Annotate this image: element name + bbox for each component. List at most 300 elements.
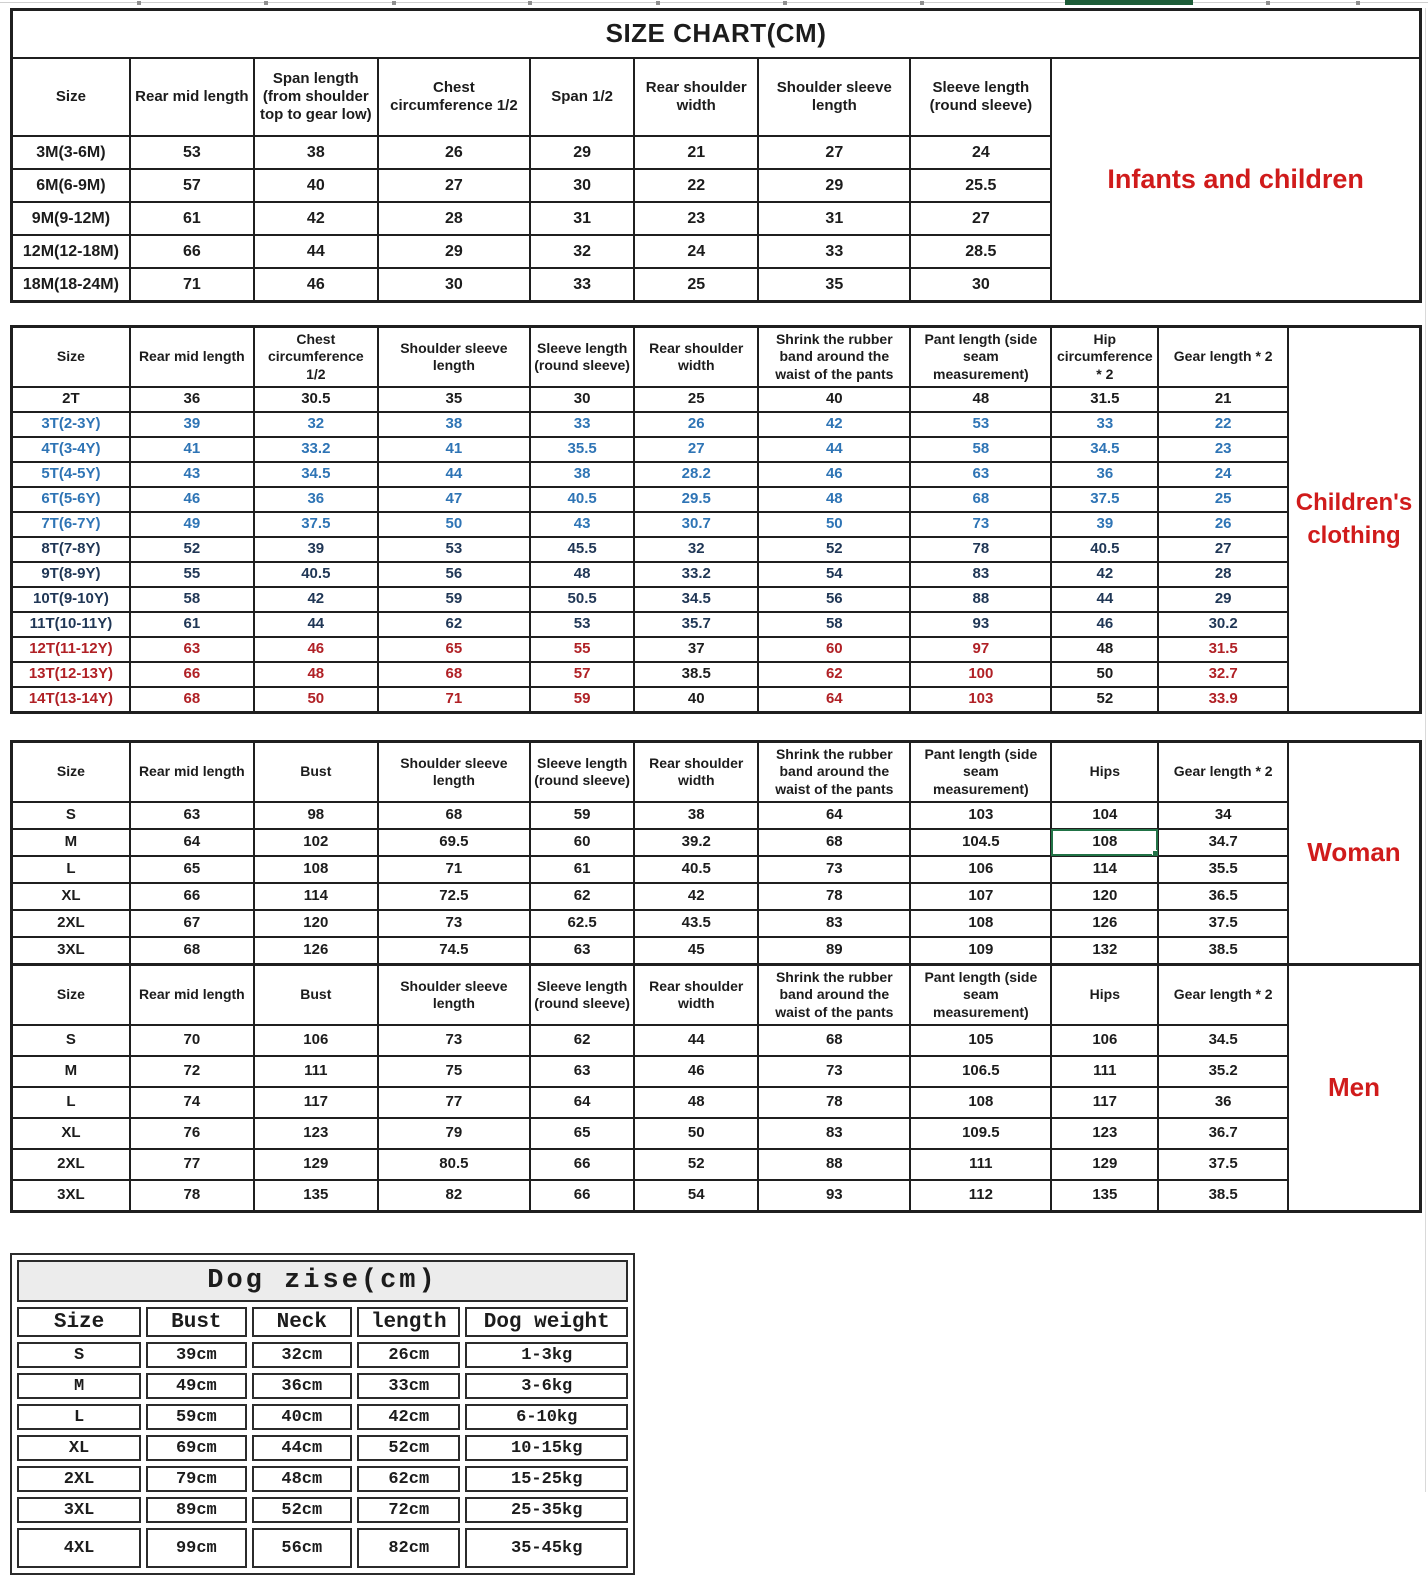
- men-col-header-3[interactable]: Shoulder sleeve length: [378, 965, 530, 1026]
- men-cell[interactable]: 106: [1051, 1025, 1158, 1056]
- children-cell[interactable]: 40: [634, 687, 758, 713]
- children-cell[interactable]: 25: [634, 387, 758, 412]
- children-cell[interactable]: 68: [378, 662, 530, 687]
- woman-cell[interactable]: 38.5: [1158, 937, 1288, 965]
- dog-cell[interactable]: 3-6kg: [465, 1373, 628, 1399]
- infants-col-header-0[interactable]: Size: [12, 58, 130, 136]
- men-cell[interactable]: 109.5: [910, 1118, 1051, 1149]
- men-cell[interactable]: 135: [1051, 1180, 1158, 1212]
- dog-cell[interactable]: 42cm: [357, 1404, 460, 1430]
- woman-cell[interactable]: 63: [130, 802, 254, 829]
- children-cell[interactable]: 68: [910, 487, 1051, 512]
- children-cell[interactable]: 35.7: [634, 612, 758, 637]
- dog-cell[interactable]: L: [17, 1404, 141, 1430]
- dog-cell[interactable]: 56cm: [252, 1528, 352, 1568]
- children-cell[interactable]: 46: [1051, 612, 1158, 637]
- infants-cell[interactable]: 30: [378, 268, 530, 302]
- men-col-header-2[interactable]: Bust: [254, 965, 378, 1026]
- dog-table-title[interactable]: Dog zise(cm): [17, 1260, 628, 1302]
- infants-cell[interactable]: 9M(9-12M): [12, 202, 130, 235]
- infants-col-header-4[interactable]: Span 1/2: [530, 58, 634, 136]
- woman-cell[interactable]: 104.5: [910, 829, 1051, 856]
- woman-cell[interactable]: 114: [254, 883, 378, 910]
- woman-cell[interactable]: 40.5: [634, 856, 758, 883]
- men-col-header-7[interactable]: Pant length (side seam measurement): [910, 965, 1051, 1026]
- infants-cell[interactable]: 57: [130, 169, 254, 202]
- children-cell[interactable]: 24: [1158, 462, 1288, 487]
- children-cell[interactable]: 33.2: [634, 562, 758, 587]
- children-cell[interactable]: 55: [130, 562, 254, 587]
- children-cell[interactable]: 36: [130, 387, 254, 412]
- men-cell[interactable]: S: [12, 1025, 130, 1056]
- men-cell[interactable]: 72: [130, 1056, 254, 1087]
- children-cell[interactable]: 22: [1158, 412, 1288, 437]
- dog-cell[interactable]: 62cm: [357, 1466, 460, 1492]
- children-cell[interactable]: 40: [758, 387, 910, 412]
- woman-cell[interactable]: 68: [758, 829, 910, 856]
- men-cell[interactable]: 111: [254, 1056, 378, 1087]
- woman-cell[interactable]: 72.5: [378, 883, 530, 910]
- infants-cell[interactable]: 42: [254, 202, 378, 235]
- infants-col-header-1[interactable]: Rear mid length: [130, 58, 254, 136]
- children-col-header-9[interactable]: Gear length * 2: [1158, 327, 1288, 388]
- children-cell[interactable]: 37: [634, 637, 758, 662]
- woman-col-header-0[interactable]: Size: [12, 742, 130, 803]
- men-col-header-1[interactable]: Rear mid length: [130, 965, 254, 1026]
- men-col-header-9[interactable]: Gear length * 2: [1158, 965, 1288, 1026]
- woman-cell[interactable]: S: [12, 802, 130, 829]
- children-cell[interactable]: 56: [758, 587, 910, 612]
- woman-cell[interactable]: 68: [378, 802, 530, 829]
- infants-cell[interactable]: 33: [530, 268, 634, 302]
- infants-cell[interactable]: 40: [254, 169, 378, 202]
- children-cell[interactable]: 62: [378, 612, 530, 637]
- woman-cell[interactable]: 42: [634, 883, 758, 910]
- woman-cell[interactable]: 108: [910, 910, 1051, 937]
- dog-cell[interactable]: 49cm: [146, 1373, 246, 1399]
- men-col-header-5[interactable]: Rear shoulder width: [634, 965, 758, 1026]
- men-cell[interactable]: 75: [378, 1056, 530, 1087]
- dog-cell[interactable]: 99cm: [146, 1528, 246, 1568]
- woman-cell[interactable]: 34.7: [1158, 829, 1288, 856]
- men-cell[interactable]: 35.2: [1158, 1056, 1288, 1087]
- dog-col-header-2[interactable]: Neck: [252, 1307, 352, 1337]
- men-cell[interactable]: 46: [634, 1056, 758, 1087]
- children-cell[interactable]: 28.2: [634, 462, 758, 487]
- men-cell[interactable]: 3XL: [12, 1180, 130, 1212]
- woman-col-header-9[interactable]: Gear length * 2: [1158, 742, 1288, 803]
- woman-col-header-2[interactable]: Bust: [254, 742, 378, 803]
- children-cell[interactable]: 45.5: [530, 537, 634, 562]
- men-cell[interactable]: 105: [910, 1025, 1051, 1056]
- dog-cell[interactable]: 2XL: [17, 1466, 141, 1492]
- children-cell[interactable]: 53: [378, 537, 530, 562]
- children-cell[interactable]: 41: [378, 437, 530, 462]
- woman-cell[interactable]: 59: [530, 802, 634, 829]
- men-cell[interactable]: 80.5: [378, 1149, 530, 1180]
- children-cell[interactable]: 103: [910, 687, 1051, 713]
- children-cell[interactable]: 48: [758, 487, 910, 512]
- children-cell[interactable]: 36: [254, 487, 378, 512]
- children-cell[interactable]: 37.5: [1051, 487, 1158, 512]
- children-cell[interactable]: 50: [1051, 662, 1158, 687]
- children-cell[interactable]: 12T(11-12Y): [12, 637, 130, 662]
- men-cell[interactable]: 117: [254, 1087, 378, 1118]
- infants-cell[interactable]: 28.5: [910, 235, 1051, 268]
- woman-cell[interactable]: 62.5: [530, 910, 634, 937]
- children-cell[interactable]: 53: [910, 412, 1051, 437]
- children-cell[interactable]: 40.5: [254, 562, 378, 587]
- children-cell[interactable]: 40.5: [1051, 537, 1158, 562]
- woman-cell[interactable]: 37.5: [1158, 910, 1288, 937]
- woman-cell[interactable]: 104: [1051, 802, 1158, 829]
- children-cell[interactable]: 44: [378, 462, 530, 487]
- infants-cell[interactable]: 31: [758, 202, 910, 235]
- woman-cell[interactable]: 36.5: [1158, 883, 1288, 910]
- infants-cell[interactable]: 27: [910, 202, 1051, 235]
- children-cell[interactable]: 2T: [12, 387, 130, 412]
- woman-col-header-1[interactable]: Rear mid length: [130, 742, 254, 803]
- children-cell[interactable]: 63: [910, 462, 1051, 487]
- dog-col-header-4[interactable]: Dog weight: [465, 1307, 628, 1337]
- men-cell[interactable]: 68: [758, 1025, 910, 1056]
- dog-cell[interactable]: 10-15kg: [465, 1435, 628, 1461]
- children-cell[interactable]: 21: [1158, 387, 1288, 412]
- children-col-header-7[interactable]: Pant length (side seam measurement): [910, 327, 1051, 388]
- men-cell[interactable]: 78: [130, 1180, 254, 1212]
- children-cell[interactable]: 39: [130, 412, 254, 437]
- children-cell[interactable]: 29: [1158, 587, 1288, 612]
- children-cell[interactable]: 58: [130, 587, 254, 612]
- children-cell[interactable]: 35: [378, 387, 530, 412]
- children-cell[interactable]: 30.7: [634, 512, 758, 537]
- children-cell[interactable]: 5T(4-5Y): [12, 462, 130, 487]
- infants-cell[interactable]: 22: [634, 169, 758, 202]
- children-cell[interactable]: 78: [910, 537, 1051, 562]
- men-cell[interactable]: 70: [130, 1025, 254, 1056]
- children-cell[interactable]: 53: [530, 612, 634, 637]
- dog-cell[interactable]: 36cm: [252, 1373, 352, 1399]
- woman-cell[interactable]: 106: [910, 856, 1051, 883]
- children-col-header-1[interactable]: Rear mid length: [130, 327, 254, 388]
- woman-cell[interactable]: 43.5: [634, 910, 758, 937]
- woman-cell[interactable]: 78: [758, 883, 910, 910]
- men-cell[interactable]: 63: [530, 1056, 634, 1087]
- children-cell[interactable]: 3T(2-3Y): [12, 412, 130, 437]
- children-cell[interactable]: 49: [130, 512, 254, 537]
- dog-cell[interactable]: 32cm: [252, 1342, 352, 1368]
- woman-cell[interactable]: 109: [910, 937, 1051, 965]
- men-cell[interactable]: 106.5: [910, 1056, 1051, 1087]
- dog-cell[interactable]: 15-25kg: [465, 1466, 628, 1492]
- children-cell[interactable]: 48: [530, 562, 634, 587]
- infants-cell[interactable]: 12M(12-18M): [12, 235, 130, 268]
- woman-col-header-4[interactable]: Sleeve length (round sleeve): [530, 742, 634, 803]
- children-cell[interactable]: 61: [130, 612, 254, 637]
- children-cell[interactable]: 65: [378, 637, 530, 662]
- children-cell[interactable]: 11T(10-11Y): [12, 612, 130, 637]
- infants-cell[interactable]: 35: [758, 268, 910, 302]
- dog-cell[interactable]: 6-10kg: [465, 1404, 628, 1430]
- children-cell[interactable]: 50: [758, 512, 910, 537]
- men-cell[interactable]: 50: [634, 1118, 758, 1149]
- woman-cell[interactable]: 126: [1051, 910, 1158, 937]
- dog-cell[interactable]: 52cm: [357, 1435, 460, 1461]
- children-cell[interactable]: 31.5: [1158, 637, 1288, 662]
- woman-cell[interactable]: 108: [254, 856, 378, 883]
- dog-cell[interactable]: 44cm: [252, 1435, 352, 1461]
- woman-cell[interactable]: 64: [130, 829, 254, 856]
- children-cell[interactable]: 100: [910, 662, 1051, 687]
- dog-cell[interactable]: 39cm: [146, 1342, 246, 1368]
- children-cell[interactable]: 38: [378, 412, 530, 437]
- woman-cell[interactable]: 69.5: [378, 829, 530, 856]
- men-cell[interactable]: 36.7: [1158, 1118, 1288, 1149]
- infants-cell[interactable]: 61: [130, 202, 254, 235]
- men-cell[interactable]: 88: [758, 1149, 910, 1180]
- men-cell[interactable]: 129: [254, 1149, 378, 1180]
- children-cell[interactable]: 34.5: [254, 462, 378, 487]
- woman-col-header-5[interactable]: Rear shoulder width: [634, 742, 758, 803]
- woman-cell[interactable]: 83: [758, 910, 910, 937]
- children-cell[interactable]: 25: [1158, 487, 1288, 512]
- children-cell[interactable]: 10T(9-10Y): [12, 587, 130, 612]
- children-cell[interactable]: 71: [378, 687, 530, 713]
- men-cell[interactable]: 2XL: [12, 1149, 130, 1180]
- children-cell[interactable]: 42: [758, 412, 910, 437]
- men-cell[interactable]: 83: [758, 1118, 910, 1149]
- infants-table-title[interactable]: SIZE CHART(CM): [12, 10, 1421, 59]
- children-cell[interactable]: 33.9: [1158, 687, 1288, 713]
- infants-cell[interactable]: 30: [910, 268, 1051, 302]
- children-cell[interactable]: 37.5: [254, 512, 378, 537]
- woman-cell[interactable]: 103: [910, 802, 1051, 829]
- children-cell[interactable]: 14T(13-14Y): [12, 687, 130, 713]
- children-col-header-4[interactable]: Sleeve length (round sleeve): [530, 327, 634, 388]
- children-cell[interactable]: 36: [1051, 462, 1158, 487]
- men-cell[interactable]: 76: [130, 1118, 254, 1149]
- men-cell[interactable]: 79: [378, 1118, 530, 1149]
- children-cell[interactable]: 50: [378, 512, 530, 537]
- men-cell[interactable]: 73: [758, 1056, 910, 1087]
- children-cell[interactable]: 93: [910, 612, 1051, 637]
- men-cell[interactable]: 108: [910, 1087, 1051, 1118]
- woman-cell[interactable]: 120: [1051, 883, 1158, 910]
- children-cell[interactable]: 52: [758, 537, 910, 562]
- infants-cell[interactable]: 31: [530, 202, 634, 235]
- infants-cell[interactable]: 6M(6-9M): [12, 169, 130, 202]
- men-cell[interactable]: 52: [634, 1149, 758, 1180]
- infants-cell[interactable]: 33: [758, 235, 910, 268]
- men-col-header-8[interactable]: Hips: [1051, 965, 1158, 1026]
- men-cell[interactable]: M: [12, 1056, 130, 1087]
- infants-cell[interactable]: 29: [378, 235, 530, 268]
- men-cell[interactable]: 65: [530, 1118, 634, 1149]
- dog-cell[interactable]: 52cm: [252, 1497, 352, 1523]
- infants-cell[interactable]: 32: [530, 235, 634, 268]
- woman-cell[interactable]: 60: [530, 829, 634, 856]
- children-cell[interactable]: 38.5: [634, 662, 758, 687]
- men-cell[interactable]: 106: [254, 1025, 378, 1056]
- children-cell[interactable]: 35.5: [530, 437, 634, 462]
- children-cell[interactable]: 48: [254, 662, 378, 687]
- dog-cell[interactable]: XL: [17, 1435, 141, 1461]
- woman-selected-cell[interactable]: 108: [1051, 829, 1158, 856]
- children-cell[interactable]: 55: [530, 637, 634, 662]
- infants-cell[interactable]: 21: [634, 136, 758, 169]
- children-cell[interactable]: 27: [1158, 537, 1288, 562]
- section-label-infants[interactable]: Infants and children: [1051, 58, 1420, 302]
- woman-cell[interactable]: 35.5: [1158, 856, 1288, 883]
- children-cell[interactable]: 9T(8-9Y): [12, 562, 130, 587]
- woman-cell[interactable]: 126: [254, 937, 378, 965]
- infants-cell[interactable]: 28: [378, 202, 530, 235]
- woman-cell[interactable]: 38: [634, 802, 758, 829]
- woman-cell[interactable]: 73: [378, 910, 530, 937]
- woman-col-header-3[interactable]: Shoulder sleeve length: [378, 742, 530, 803]
- children-cell[interactable]: 63: [130, 637, 254, 662]
- children-col-header-6[interactable]: Shrink the rubber band around the waist of the pants: [758, 327, 910, 388]
- woman-cell[interactable]: 73: [758, 856, 910, 883]
- men-col-header-0[interactable]: Size: [12, 965, 130, 1026]
- woman-cell[interactable]: 67: [130, 910, 254, 937]
- children-cell[interactable]: 39: [254, 537, 378, 562]
- infants-cell[interactable]: 30: [530, 169, 634, 202]
- children-cell[interactable]: 34.5: [634, 587, 758, 612]
- woman-col-header-8[interactable]: Hips: [1051, 742, 1158, 803]
- infants-cell[interactable]: 29: [530, 136, 634, 169]
- children-cell[interactable]: 30.5: [254, 387, 378, 412]
- men-cell[interactable]: 123: [254, 1118, 378, 1149]
- men-cell[interactable]: 117: [1051, 1087, 1158, 1118]
- infants-cell[interactable]: 53: [130, 136, 254, 169]
- children-cell[interactable]: 28: [1158, 562, 1288, 587]
- children-cell[interactable]: 13T(12-13Y): [12, 662, 130, 687]
- men-cell[interactable]: 62: [530, 1025, 634, 1056]
- children-cell[interactable]: 32.7: [1158, 662, 1288, 687]
- children-cell[interactable]: 6T(5-6Y): [12, 487, 130, 512]
- dog-cell[interactable]: 82cm: [357, 1528, 460, 1568]
- woman-cell[interactable]: 39.2: [634, 829, 758, 856]
- infants-cell[interactable]: 18M(18-24M): [12, 268, 130, 302]
- children-cell[interactable]: 30: [530, 387, 634, 412]
- children-cell[interactable]: 46: [254, 637, 378, 662]
- infants-col-header-6[interactable]: Shoulder sleeve length: [758, 58, 910, 136]
- dog-cell[interactable]: 69cm: [146, 1435, 246, 1461]
- dog-cell[interactable]: 4XL: [17, 1528, 141, 1568]
- dog-cell[interactable]: 25-35kg: [465, 1497, 628, 1523]
- infants-cell[interactable]: 27: [758, 136, 910, 169]
- children-cell[interactable]: 32: [254, 412, 378, 437]
- woman-col-header-6[interactable]: Shrink the rubber band around the waist of the pants: [758, 742, 910, 803]
- infants-cell[interactable]: 25.5: [910, 169, 1051, 202]
- dog-cell[interactable]: 72cm: [357, 1497, 460, 1523]
- men-cell[interactable]: 82: [378, 1180, 530, 1212]
- children-cell[interactable]: 43: [130, 462, 254, 487]
- men-cell[interactable]: 129: [1051, 1149, 1158, 1180]
- children-cell[interactable]: 42: [254, 587, 378, 612]
- dog-col-header-1[interactable]: Bust: [146, 1307, 246, 1337]
- infants-cell[interactable]: 23: [634, 202, 758, 235]
- children-cell[interactable]: 59: [530, 687, 634, 713]
- children-cell[interactable]: 56: [378, 562, 530, 587]
- dog-cell[interactable]: 59cm: [146, 1404, 246, 1430]
- children-cell[interactable]: 52: [1051, 687, 1158, 713]
- children-cell[interactable]: 38: [530, 462, 634, 487]
- children-cell[interactable]: 50: [254, 687, 378, 713]
- dog-cell[interactable]: 48cm: [252, 1466, 352, 1492]
- children-cell[interactable]: 60: [758, 637, 910, 662]
- children-cell[interactable]: 58: [910, 437, 1051, 462]
- children-col-header-8[interactable]: Hip circumference * 2: [1051, 327, 1158, 388]
- children-cell[interactable]: 48: [910, 387, 1051, 412]
- men-cell[interactable]: 77: [130, 1149, 254, 1180]
- men-cell[interactable]: 38.5: [1158, 1180, 1288, 1212]
- infants-cell[interactable]: 38: [254, 136, 378, 169]
- children-cell[interactable]: 59: [378, 587, 530, 612]
- woman-cell[interactable]: 66: [130, 883, 254, 910]
- children-cell[interactable]: 33: [1051, 412, 1158, 437]
- children-cell[interactable]: 8T(7-8Y): [12, 537, 130, 562]
- infants-cell[interactable]: 3M(3-6M): [12, 136, 130, 169]
- children-cell[interactable]: 68: [130, 687, 254, 713]
- men-cell[interactable]: 78: [758, 1087, 910, 1118]
- woman-cell[interactable]: XL: [12, 883, 130, 910]
- dog-cell[interactable]: 3XL: [17, 1497, 141, 1523]
- children-cell[interactable]: 29.5: [634, 487, 758, 512]
- children-cell[interactable]: 7T(6-7Y): [12, 512, 130, 537]
- children-cell[interactable]: 62: [758, 662, 910, 687]
- woman-cell[interactable]: 120: [254, 910, 378, 937]
- infants-cell[interactable]: 44: [254, 235, 378, 268]
- children-cell[interactable]: 50.5: [530, 587, 634, 612]
- men-cell[interactable]: 66: [530, 1149, 634, 1180]
- children-cell[interactable]: 32: [634, 537, 758, 562]
- dog-col-header-0[interactable]: Size: [17, 1307, 141, 1337]
- men-cell[interactable]: 74: [130, 1087, 254, 1118]
- children-cell[interactable]: 27: [634, 437, 758, 462]
- children-cell[interactable]: 40.5: [530, 487, 634, 512]
- men-cell[interactable]: 66: [530, 1180, 634, 1212]
- children-cell[interactable]: 23: [1158, 437, 1288, 462]
- woman-cell[interactable]: 98: [254, 802, 378, 829]
- dog-cell[interactable]: 1-3kg: [465, 1342, 628, 1368]
- men-cell[interactable]: 73: [378, 1025, 530, 1056]
- woman-cell[interactable]: 45: [634, 937, 758, 965]
- woman-cell[interactable]: 102: [254, 829, 378, 856]
- dog-col-header-3[interactable]: length: [357, 1307, 460, 1337]
- section-label-men[interactable]: Men: [1288, 965, 1421, 1212]
- children-cell[interactable]: 33: [530, 412, 634, 437]
- dog-cell[interactable]: 40cm: [252, 1404, 352, 1430]
- woman-cell[interactable]: 65: [130, 856, 254, 883]
- children-cell[interactable]: 52: [130, 537, 254, 562]
- woman-cell[interactable]: 132: [1051, 937, 1158, 965]
- woman-cell[interactable]: 114: [1051, 856, 1158, 883]
- woman-cell[interactable]: 3XL: [12, 937, 130, 965]
- infants-cell[interactable]: 29: [758, 169, 910, 202]
- children-cell[interactable]: 46: [758, 462, 910, 487]
- woman-cell[interactable]: 89: [758, 937, 910, 965]
- woman-col-header-7[interactable]: Pant length (side seam measurement): [910, 742, 1051, 803]
- infants-col-header-3[interactable]: Chest circumference 1/2: [378, 58, 530, 136]
- children-cell[interactable]: 31.5: [1051, 387, 1158, 412]
- men-cell[interactable]: 64: [530, 1087, 634, 1118]
- woman-cell[interactable]: L: [12, 856, 130, 883]
- men-cell[interactable]: 111: [910, 1149, 1051, 1180]
- men-cell[interactable]: L: [12, 1087, 130, 1118]
- children-cell[interactable]: 83: [910, 562, 1051, 587]
